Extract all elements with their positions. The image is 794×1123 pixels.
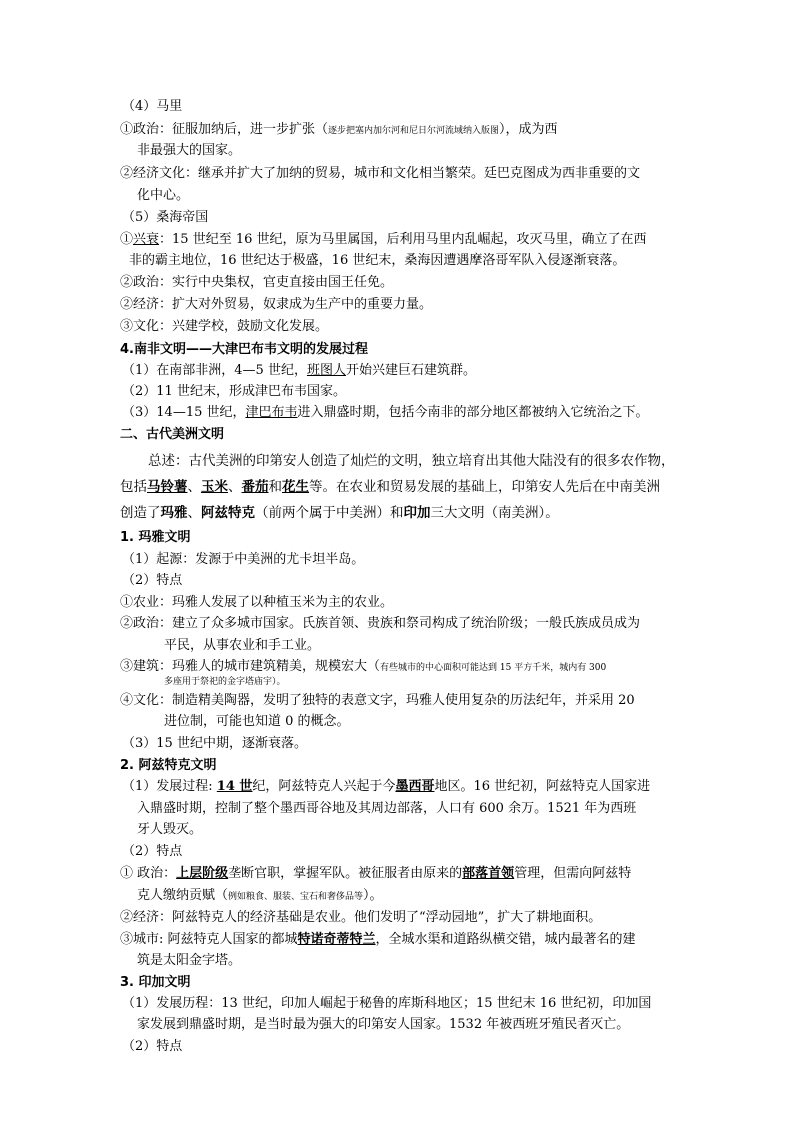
mali-economy-cont: 化中心。 xyxy=(137,188,190,203)
aztec-features-heading: （2）特点 xyxy=(122,844,183,859)
americas-heading: 二、古代美洲文明 xyxy=(120,427,225,442)
summary-text-a: 包括 xyxy=(120,479,147,495)
maya-culture: ④文化：制造精美陶器，发明了独特的表意文字，玛雅人使用复杂的历法纪年，并采用 20 xyxy=(120,693,635,708)
mali-politics-suffix: ），成为西 xyxy=(499,122,558,137)
south-africa-item-2: （2）11 世纪末，形成津巴布韦国家。 xyxy=(122,384,346,399)
aztec-development-cont-2: 牙人毁灭。 xyxy=(137,822,203,837)
aztec-politics-cont-end: ）。 xyxy=(363,888,383,903)
south-africa-item-3-text: （3）14—15 世纪， xyxy=(122,405,246,420)
maya-decline: （3）15 世纪中期，逐渐衰落。 xyxy=(122,736,307,751)
separator: 和 xyxy=(268,479,282,495)
maya-politics-cont: 平民，从事农业和手工业。 xyxy=(164,638,321,653)
aztec-politics-text: 垄断官职，掌握军队。被征服者由原来的 xyxy=(228,866,463,881)
aztec-city-cont: 筑是太阳金字塔。 xyxy=(137,953,242,968)
aztec-development-cont: 入鼎盛时期，控制了整个墨西哥谷地及其周边部落，人口有 600 余万。1521 年为西班 xyxy=(137,801,637,816)
separator: 、 xyxy=(187,505,201,521)
aztec-tribute-note: 例如粮食、服装、宝石和奢侈品等 xyxy=(228,892,364,902)
songhai-rise xyxy=(120,230,647,249)
maya-features-heading: （2）特点 xyxy=(122,573,183,588)
aztec-city xyxy=(120,930,636,949)
maya-agriculture: ①农业：玛雅人发展了以种植玉米为主的农业。 xyxy=(120,595,394,610)
maya-heading: 1. 玛雅文明 xyxy=(120,530,191,545)
south-africa-item-3-suffix: 进入鼎盛时期，包括今南非的部分地区都被纳入它统治之下。 xyxy=(297,405,649,420)
south-africa-heading: 4.南非文明——大津巴布韦文明的发展过程 xyxy=(120,342,368,357)
songhai-rise-cont: 非的霸主地位，16 世纪达于极盛，16 世纪末，桑海因遭遇摩洛哥军队入侵逐渐衰落。 xyxy=(129,253,626,268)
tenochtitlan-term: 特诺奇蒂特兰 xyxy=(297,932,376,947)
civ-inca: 印加 xyxy=(403,505,431,521)
crop-potato: 马铃薯 xyxy=(147,479,188,495)
south-africa-item-1-text: （1）在南部非洲，4—5 世纪， xyxy=(122,363,307,378)
maya-politics: ②政治：建立了众多城市国家。氏族首领、贵族和祭司构成了统治阶级；一般氏族成员成为 xyxy=(120,616,641,631)
songhai-rise-marker: ① xyxy=(120,232,134,247)
summary-text-b: 等。在农业和贸易发展的基础上，印第安人先后在中南美洲 xyxy=(309,479,660,495)
mali-heading: （4）马里 xyxy=(122,99,183,114)
inca-development: （1）发展历程：13 世纪，印加人崛起于秘鲁的库斯科地区；15 世纪末 16 世纪初，印加国 xyxy=(122,996,652,1011)
mali-politics-text: ①政治：征服加纳后，进一步扩张（ xyxy=(120,122,329,137)
mali-economy: ②经济文化：继承并扩大了加纳的贸易，城市和文化相当繁荣。廷巴克图成为西非重要的文 xyxy=(120,166,641,181)
civ-aztec: 阿兹特克 xyxy=(201,505,255,521)
crop-tomato: 番茄 xyxy=(241,479,269,495)
crop-corn: 玉米 xyxy=(201,479,228,495)
mali-politics-note: 逐步把塞内加尔河和尼日尔河流域纳入版图 xyxy=(328,126,500,136)
aztec-heading: 2. 阿兹特克文明 xyxy=(120,758,217,773)
aztec-century: 14 世 xyxy=(216,779,253,794)
zimbabwe-term: 津巴布韦 xyxy=(245,405,298,420)
aztec-politics-rest: 管理，但需向阿兹特 xyxy=(514,866,632,881)
inca-development-cont: 家发展到鼎盛时期，是当时最为强大的印第安人国家。1532 年被西班牙殖民者灭亡。 xyxy=(137,1017,630,1032)
aztec-politics xyxy=(120,864,631,883)
south-africa-item-1-suffix: 开始兴建巨石建筑群。 xyxy=(345,363,476,378)
aztec-development xyxy=(122,777,650,796)
songhai-politics: ②政治：实行中央集权，官吏直接由国王任免。 xyxy=(120,275,394,290)
aztec-politics-label: ① 政治： xyxy=(120,866,177,881)
songhai-heading: （5）桑海帝国 xyxy=(122,210,209,225)
maya-architecture-text: ③建筑：玛雅人的城市建筑精美，规模宏大（ xyxy=(120,659,381,674)
summary-text-c: 创造了 xyxy=(120,505,161,521)
mali-politics-cont: 非最强大的国家。 xyxy=(137,143,242,158)
songhai-rise-text: ：15 世纪至 16 世纪，原为马里属国，后利用马里内乱崛起，攻灭马里，确立了在西 xyxy=(159,232,647,247)
maya-origin: （1）起源：发源于中美洲的尤卡坦半岛。 xyxy=(122,552,365,567)
aztec-politics-cont xyxy=(137,886,383,907)
south-africa-item-3 xyxy=(122,403,649,422)
americas-summary-line-2 xyxy=(120,478,660,497)
summary-text-d: （前两个属于中美洲）和 xyxy=(255,505,404,521)
aztec-city-rest: ，全城水渠和道路纵横交错，城内最著名的建 xyxy=(375,932,636,947)
maya-architecture-note-cont: 多座用于祭祀的金字塔庙宇）。 xyxy=(164,677,286,687)
aztec-upper-class: 上层阶级 xyxy=(176,866,229,881)
songhai-culture: ③文化：兴建学校，鼓励文化发展。 xyxy=(120,319,329,334)
separator: 、 xyxy=(187,479,201,495)
aztec-dev-text: 纪，阿兹特克人兴起于今 xyxy=(252,779,396,794)
aztec-tribal-chief: 部落首领 xyxy=(462,866,515,881)
americas-summary-line-3 xyxy=(120,504,559,523)
separator: 、 xyxy=(228,479,242,495)
crop-peanut: 花生 xyxy=(282,479,309,495)
inca-heading: 3. 印加文明 xyxy=(120,975,191,990)
aztec-dev-rest: 地区。16 世纪初，阿兹特克人国家进 xyxy=(434,779,651,794)
mali-politics xyxy=(120,120,558,141)
south-africa-item-1 xyxy=(122,361,476,380)
aztec-dev-label: （1）发展过程: xyxy=(122,779,217,794)
bantu-term: 班图人 xyxy=(306,363,346,378)
aztec-place: 墨西哥 xyxy=(395,779,435,794)
aztec-politics-cont-text: 克人缴纳贡赋（ xyxy=(137,888,229,903)
maya-architecture-note: 有些城市的中心面积可能达到 15 平方千米，城内有 300 xyxy=(380,663,607,673)
aztec-economy: ②经济：阿兹特克人的经济基础是农业。他们发明了“浮动园地”，扩大了耕地面积。 xyxy=(120,910,602,925)
songhai-economy: ②经济：扩大对外贸易，奴隶成为生产中的重要力量。 xyxy=(120,297,433,312)
songhai-rise-keyword: 兴衰 xyxy=(133,232,160,247)
civ-maya: 玛雅 xyxy=(160,505,188,521)
inca-features-heading: （2）特点 xyxy=(122,1039,183,1054)
aztec-city-text: ③城市: 阿兹特克人国家的都城 xyxy=(120,932,298,947)
maya-culture-cont: 进位制，可能也知道 0 的概念。 xyxy=(164,714,350,729)
americas-summary-line-1: 总述：古代美洲的印第安人创造了灿烂的文明，独立培育出其他大陆没有的很多农作物， xyxy=(148,453,675,469)
summary-text-e: 三大文明（南美洲）。 xyxy=(430,505,559,521)
